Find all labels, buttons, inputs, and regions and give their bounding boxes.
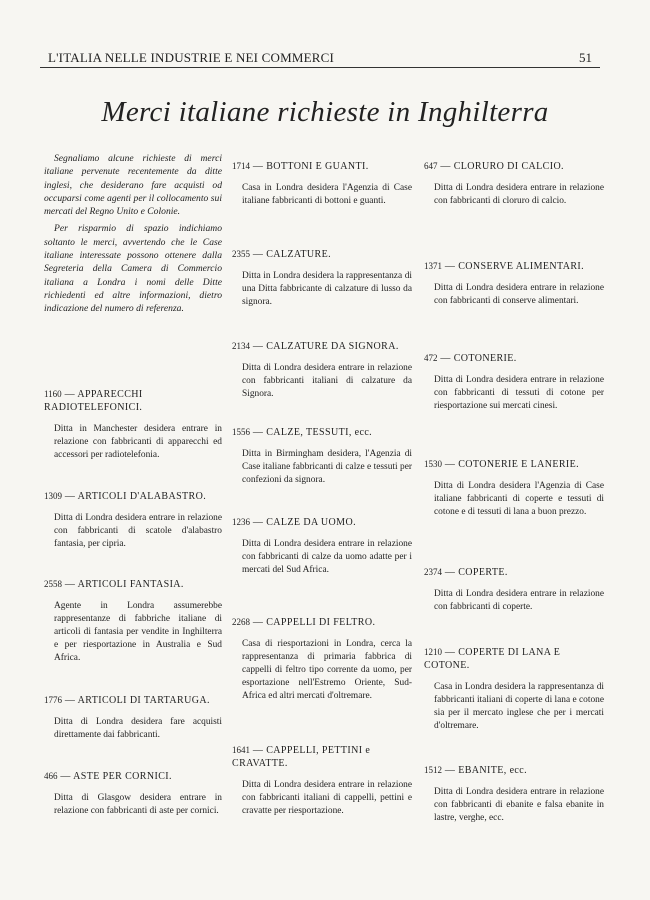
- entry-title: ARTICOLI D'ALABASTRO.: [77, 491, 207, 502]
- listing-entry: [232, 426, 412, 487]
- listing-entry: [424, 764, 604, 825]
- entry-ref: 1210: [424, 647, 442, 657]
- entry-heading: 2374 — COPERTE.: [424, 567, 508, 578]
- entry-body: Ditta di Londra desidera entrare in relazione con fabbricanti italiani di calzature da Signora.: [242, 363, 412, 399]
- listing-entry: [44, 770, 222, 818]
- entry-ref: 1714: [232, 161, 250, 171]
- entry-ref: 472: [424, 353, 438, 363]
- entry-body: Ditta di Londra desidera entrare in relazione con fabbricanti di scatole d'alabastro fantasia, per cipria.: [54, 513, 222, 549]
- entry-ref: 1530: [424, 459, 442, 469]
- entry-body: Ditta di Londra desidera fare acquisti direttamente dai fabbricanti.: [54, 717, 222, 740]
- entry-heading: 1309 — ARTICOLI D'ALABASTRO.: [44, 491, 207, 502]
- entry-ref: 1371: [424, 261, 442, 271]
- entry-heading: 2355 — CALZATURE.: [232, 249, 332, 260]
- entry-heading: 2558 — ARTICOLI FANTASIA.: [44, 579, 184, 590]
- entry-body: Ditta di Londra desidera entrare in relazione con fabbricanti di conserve alimentari.: [434, 283, 604, 306]
- entry-heading: 2134 — CALZATURE DA SIGNORA.: [232, 341, 399, 352]
- listing-entry: [232, 516, 412, 577]
- entry-ref: 2558: [44, 579, 62, 589]
- entry-title: ARTICOLI DI TARTARUGA.: [77, 695, 210, 706]
- listing-entry: [232, 340, 412, 401]
- entry-body: Ditta di Glasgow desidera entrare in relazione con fabbricanti di aste per cornici.: [54, 793, 222, 816]
- entry-heading: 1776 — ARTICOLI DI TARTARUGA.: [44, 695, 210, 706]
- listing-entry: [424, 352, 604, 413]
- entry-ref: 2355: [232, 249, 250, 259]
- entry-heading: 1512 — EBANITE, ecc.: [424, 765, 527, 776]
- entry-heading: 1371 — CONSERVE ALIMENTARI.: [424, 261, 585, 272]
- entry-body: Casa in Londra desidera l'Agenzia di Case italiane fabbricanti di bottoni e guanti.: [242, 183, 412, 206]
- entry-body: Agente in Londra assumerebbe rappresentanze di fabbriche italiane di articoli di fantasia per vendite in Inghilterra e per riesportazione in Australia e Sud Africa.: [54, 601, 222, 663]
- entry-ref: 1160: [44, 389, 62, 399]
- listing-entry: [44, 490, 222, 551]
- entry-ref: 1309: [44, 491, 62, 501]
- listing-entry: [424, 458, 604, 519]
- entry-body: Ditta in Manchester desidera entrare in relazione con fabbricanti di apparecchi ed accessori per radiotelefonia.: [54, 424, 222, 460]
- entry-title: CONSERVE ALIMENTARI.: [458, 261, 585, 272]
- listing-entry: [232, 160, 412, 208]
- entry-body: Ditta in Londra desidera la rappresentanza di una Ditta fabbricante di calzature di lusso da signora.: [242, 271, 412, 307]
- page-number: 51: [579, 50, 592, 65]
- entry-title: CALZATURE DA SIGNORA.: [266, 341, 399, 352]
- entry-body: Ditta in Birmingham desidera, l'Agenzia di Case italiane fabbricanti di calze e tessuti per confezioni da signora.: [242, 449, 412, 485]
- entry-heading: 466 — ASTE PER CORNICI.: [44, 771, 172, 782]
- entry-heading: 1556 — CALZE, TESSUTI, ecc.: [232, 427, 373, 438]
- entry-heading: 1641 — CAPPELLI, PETTINI e CRAVATTE.: [232, 745, 371, 769]
- entry-body: Ditta di Londra desidera entrare in relazione con fabbricanti italiani di cappelli, pettini e cravatte per riesportazione.: [242, 780, 412, 816]
- entry-ref: 1776: [44, 695, 62, 705]
- listing-entry: [44, 388, 222, 462]
- entry-title: CAPPELLI, PETTINI e CRAVATTE.: [232, 745, 371, 769]
- entry-body: Ditta di Londra desidera entrare in relazione con fabbricanti di ebanite e falsa ebanite in lastre, verghe, ecc.: [434, 787, 604, 823]
- column-2: [232, 152, 412, 852]
- entry-heading: 1530 — COTONERIE E LANERIE.: [424, 459, 580, 470]
- entry-title: APPARECCHI RADIOTELEFONICI.: [44, 389, 143, 413]
- entry-body: Ditta di Londra desidera l'Agenzia di Case italiane fabbricanti di coperte e tessuti di cotone e di tessuti di lana a buon prezzo.: [434, 481, 604, 517]
- entry-title: CALZATURE.: [266, 249, 332, 260]
- entry-ref: 2134: [232, 341, 250, 351]
- running-header: [40, 50, 600, 68]
- entry-ref: 1236: [232, 517, 250, 527]
- entry-title: BOTTONI E GUANTI.: [266, 161, 369, 172]
- intro-paragraph: Segnaliamo alcune richieste di merci italiane pervenute recentemente da ditte inglesi, che desiderano fare acquisti od occuparsi come agenti per il collocamento sui mercati del Regno Unito e Colonie.: [44, 153, 222, 218]
- entry-heading: 647 — CLORURO DI CALCIO.: [424, 161, 564, 172]
- entry-heading: 2268 — CAPPELLI DI FELTRO.: [232, 617, 376, 628]
- entry-body: Ditta di Londra desidera entrare in relazione con fabbricanti di calze da uomo adatte per i mercati del Sud Africa.: [242, 539, 412, 575]
- entry-heading: 1236 — CALZE DA UOMO.: [232, 517, 356, 528]
- running-title: L'ITALIA NELLE INDUSTRIE E NEI COMMERCI: [48, 50, 335, 65]
- entry-ref: 1641: [232, 745, 250, 755]
- listing-entry: [424, 566, 604, 614]
- entry-ref: 1512: [424, 765, 442, 775]
- entry-heading: 1160 — APPARECCHI RADIOTELEFONICI.: [44, 389, 143, 413]
- column-1: [44, 152, 222, 852]
- entry-heading: 1210 — COPERTE DI LANA E COTONE.: [424, 647, 561, 671]
- entry-ref: 2268: [232, 617, 250, 627]
- column-3: [424, 152, 604, 852]
- listing-entry: [232, 616, 412, 703]
- entry-body: Casa di riesportazioni in Londra, cerca la rappresentanza di primaria fabbrica di cappelli di feltro tipo corrente da uomo, per esportazione nell'Estremo Oriente, Sud-Africa ed altri mercati d'oltremare.: [242, 639, 412, 701]
- listing-entry: [424, 646, 604, 733]
- entry-body: Ditta di Londra desidera entrare in relazione con fabbricanti di tessuti di cotone per riesportazione sui mercati cinesi.: [434, 375, 604, 411]
- listing-entry: [232, 248, 412, 309]
- entry-title: ARTICOLI FANTASIA.: [77, 579, 184, 590]
- entry-title: EBANITE, ecc.: [458, 765, 527, 776]
- entry-title: CAPPELLI DI FELTRO.: [266, 617, 376, 628]
- entry-title: CALZE, TESSUTI, ecc.: [266, 427, 373, 438]
- entry-title: CLORURO DI CALCIO.: [453, 161, 564, 172]
- listing-entry: [44, 694, 222, 742]
- entry-title: COPERTE DI LANA E COTONE.: [424, 647, 561, 671]
- listing-entry: [424, 260, 604, 308]
- entry-title: ASTE PER CORNICI.: [73, 771, 172, 782]
- entry-body: Casa in Londra desidera la rappresentanza di fabbricanti italiani di coperte di lana e cotone sia per il mercato inglese che per i mercati d'oltremare.: [434, 682, 604, 731]
- entry-ref: 1556: [232, 427, 250, 437]
- entry-title: COTONERIE.: [453, 353, 517, 364]
- listing-entry: [44, 578, 222, 665]
- entry-ref: 2374: [424, 567, 442, 577]
- entry-title: COTONERIE E LANERIE.: [458, 459, 580, 470]
- entry-body: Ditta di Londra desidera entrare in relazione con fabbricanti di cloruro di calcio.: [434, 183, 604, 206]
- entry-title: CALZE DA UOMO.: [266, 517, 356, 528]
- entry-title: COPERTE.: [458, 567, 508, 578]
- entry-body: Ditta di Londra desidera entrare in relazione con fabbricanti di coperte.: [434, 589, 604, 612]
- entry-ref: 647: [424, 161, 438, 171]
- intro-text: [44, 152, 222, 316]
- entry-ref: 466: [44, 771, 58, 781]
- intro-paragraph: Per risparmio di spazio indichiamo soltanto le merci, avvertendo che le Case italiane interessate possono ottenere dalla Segreteria della Camera di Commercio italiana a Londra i nomi delle Ditte richiedenti ed altre informazioni, dietro indicazione del numero di referenza.: [44, 223, 222, 315]
- entry-heading: 1714 — BOTTONI E GUANTI.: [232, 161, 369, 172]
- listing-entry: [232, 744, 412, 818]
- listing-entry: [424, 160, 604, 208]
- entry-heading: 472 — COTONERIE.: [424, 353, 517, 364]
- article-title: Merci italiane richieste in Inghilterra: [101, 96, 549, 128]
